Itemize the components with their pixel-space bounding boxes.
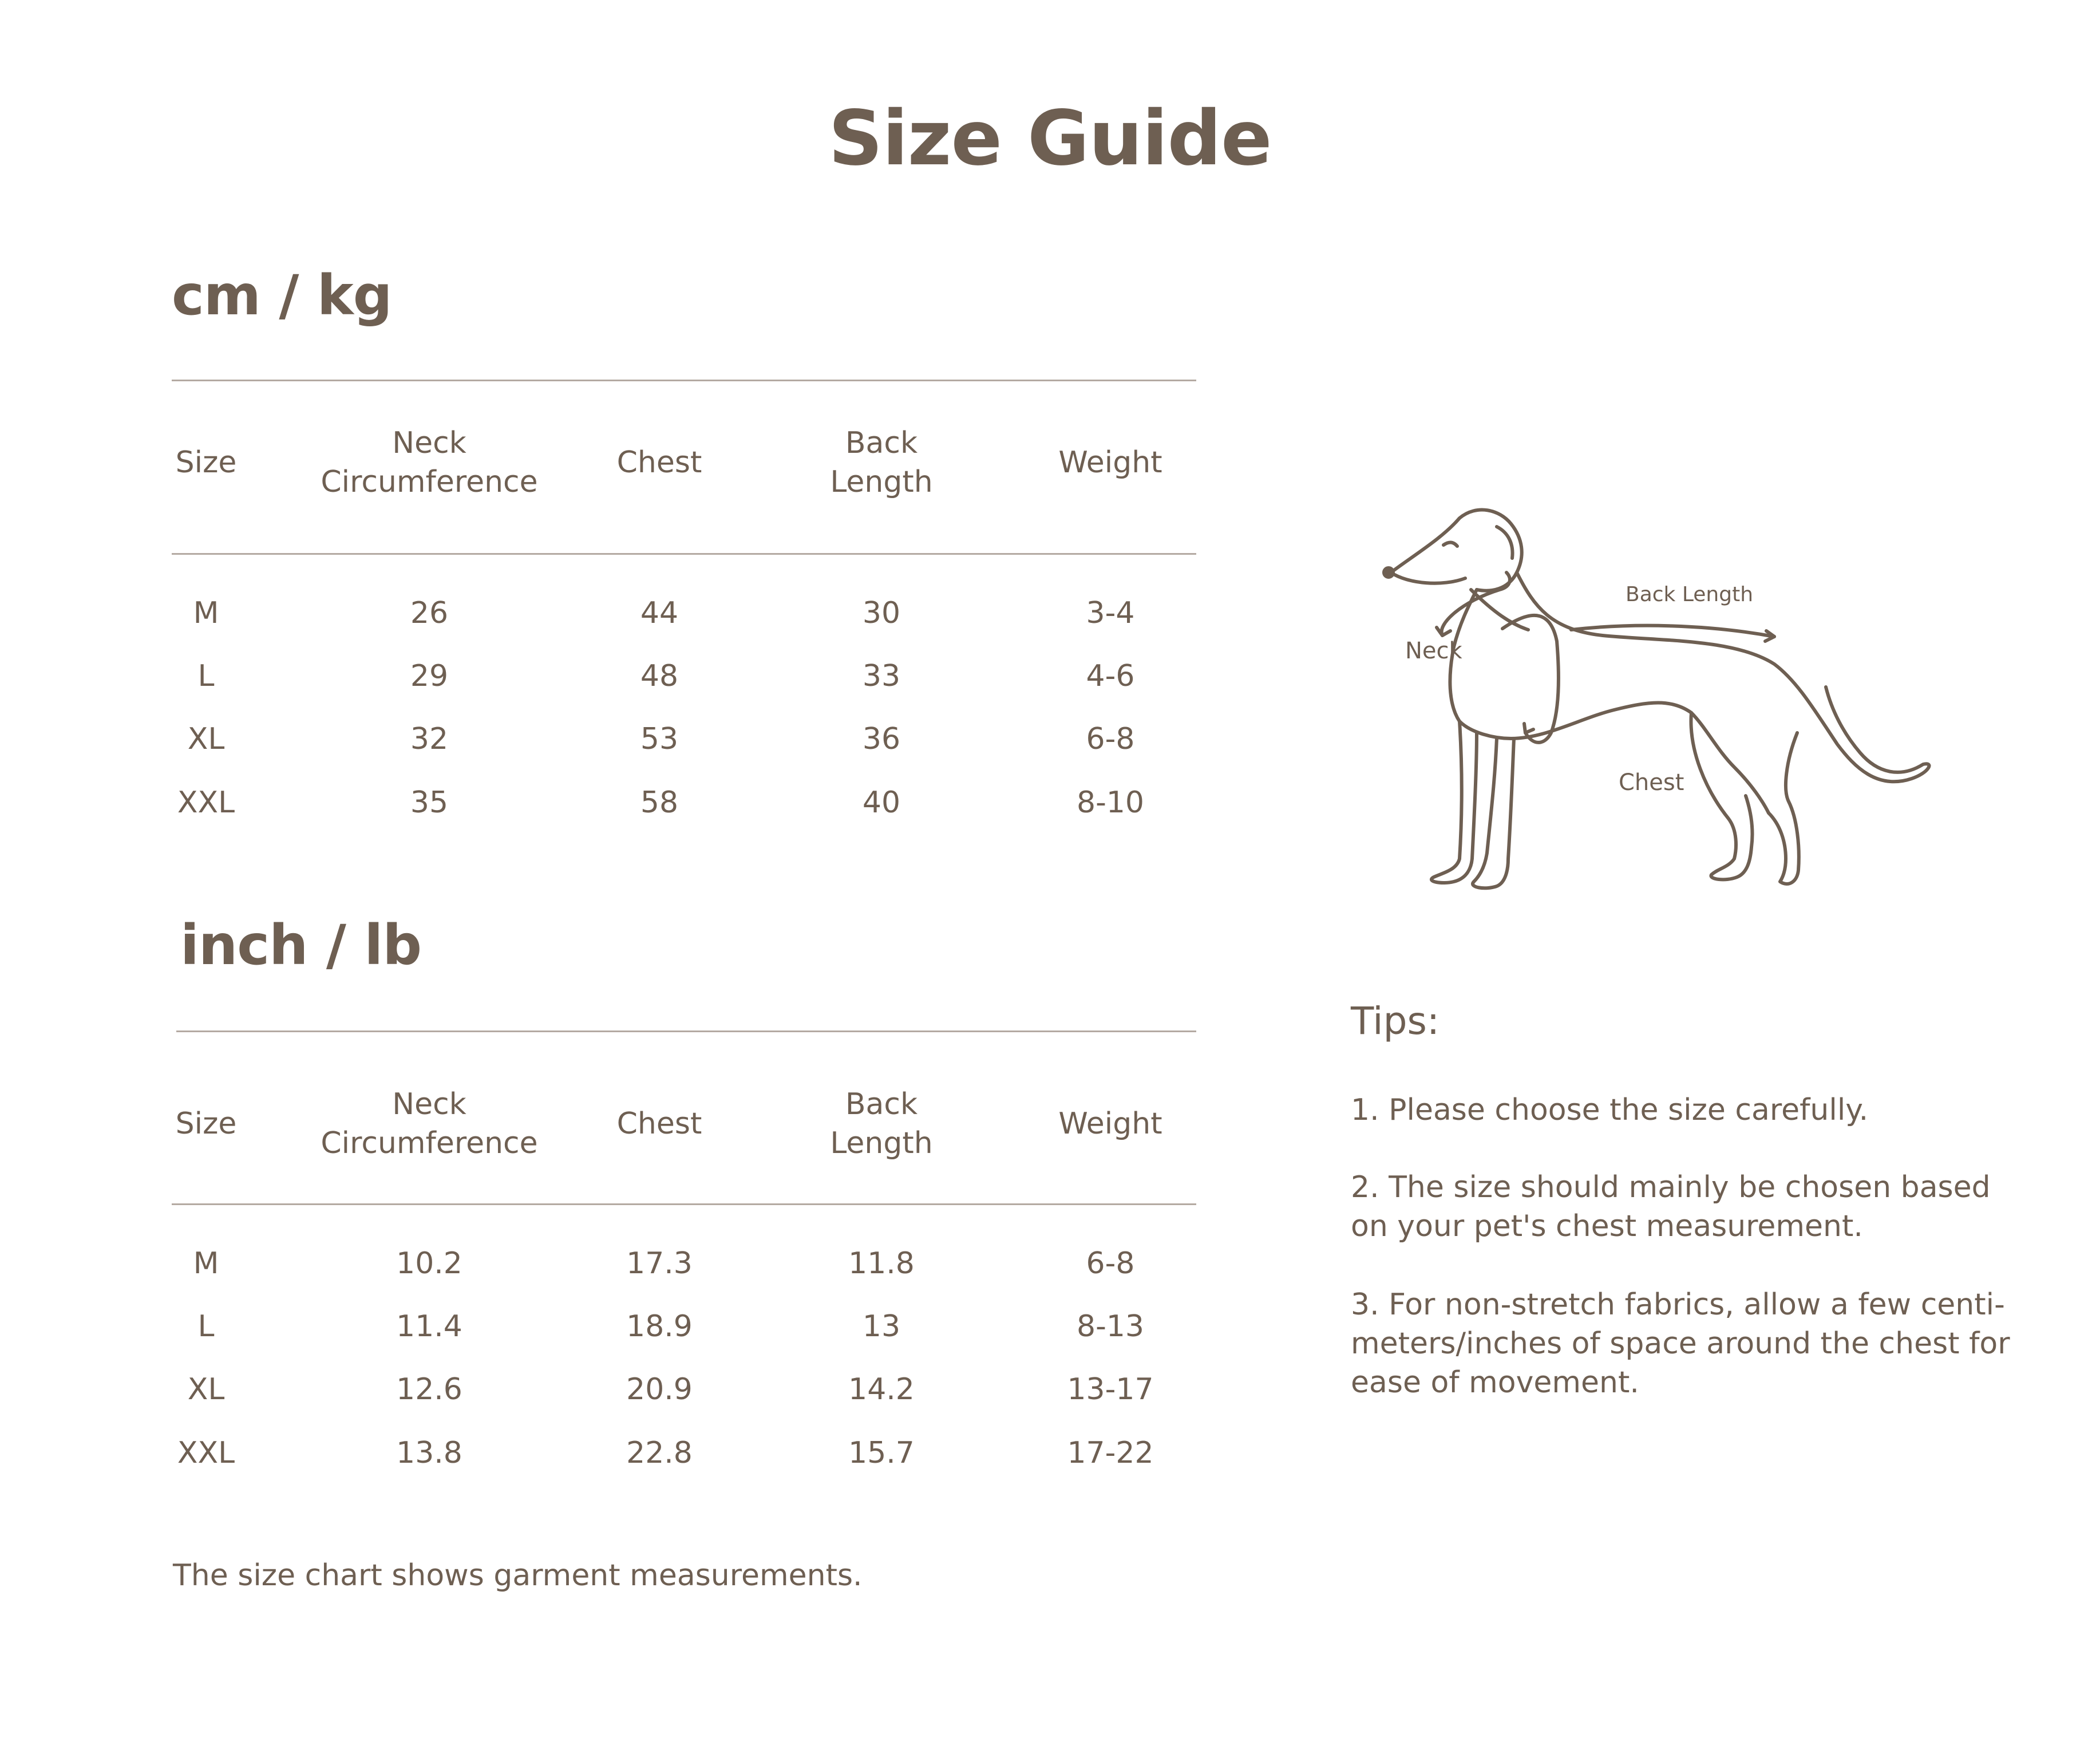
metric-column-header [830, 424, 932, 502]
imperial-column-header-line: Weight [1058, 1107, 1162, 1141]
dog-hind-leg-outline [1691, 713, 1752, 879]
imperial-header-bottom-rule [172, 1203, 1196, 1205]
metric-unit-heading: cm / kg [172, 263, 392, 327]
dog-nose-icon [1384, 568, 1393, 577]
metric-table-cell: 8-10 [1076, 785, 1145, 820]
metric-table-cell: XL [187, 722, 225, 756]
tip-line: 2. The size should mainly be chosen based [1351, 1170, 1991, 1205]
metric-table-cell: L [197, 659, 215, 693]
imperial-column-header [830, 1085, 932, 1163]
tip-line: meters/inches of space around the chest for [1351, 1326, 2010, 1361]
tip-line: 3. For non-stretch fabrics, allow a few centi- [1351, 1288, 2005, 1322]
dog-eye-icon [1443, 542, 1457, 546]
metric-column-header-line: Neck [392, 426, 466, 460]
imperial-table-cell: 15.7 [848, 1436, 915, 1470]
dog-belly-outline [1450, 647, 1769, 813]
metric-column-header [617, 443, 702, 482]
imperial-table-cell: 13 [862, 1309, 901, 1344]
diagram-label-chest: Chest [1619, 769, 1684, 796]
metric-table-cell: 36 [862, 722, 901, 756]
diagram-label-neck: Neck [1405, 638, 1462, 664]
tip-item [1351, 1091, 2026, 1130]
tip-line: 1. Please choose the size carefully. [1351, 1093, 1869, 1127]
imperial-table-cell: XXL [177, 1436, 235, 1470]
imperial-column-header [321, 1085, 537, 1163]
metric-column-header [176, 443, 237, 482]
imperial-table-cell: 11.8 [848, 1246, 915, 1281]
tip-item [1351, 1168, 2026, 1246]
imperial-column-header-line: Length [830, 1126, 933, 1160]
metric-table-cell: 53 [640, 722, 679, 756]
metric-table-cell: 48 [640, 659, 679, 693]
imperial-column-header [617, 1104, 702, 1143]
metric-table-cell: 29 [410, 659, 449, 693]
imperial-column-header [176, 1104, 237, 1143]
dog-ear-outline [1497, 527, 1513, 558]
metric-column-header-line: Length [830, 465, 933, 499]
imperial-header-top-rule [176, 1030, 1196, 1032]
metric-header-bottom-rule [172, 553, 1196, 555]
tip-line: on your pet's chest measurement. [1351, 1209, 1863, 1243]
metric-table-cell: 30 [862, 596, 901, 630]
metric-table-cell: XXL [177, 785, 235, 820]
metric-table-cell: 4-6 [1086, 659, 1135, 693]
metric-column-header [321, 424, 537, 502]
metric-table-cell: 26 [410, 596, 449, 630]
metric-table-cell: 40 [862, 785, 901, 820]
metric-column-header-line: Back [845, 426, 918, 460]
imperial-table-cell: M [193, 1246, 219, 1281]
imperial-table-cell: 11.4 [396, 1309, 462, 1344]
imperial-table-cell: 13-17 [1067, 1372, 1154, 1407]
imperial-column-header-line: Neck [392, 1087, 466, 1122]
imperial-table-cell: 12.6 [396, 1372, 462, 1407]
dog-front-leg-outline [1431, 721, 1477, 883]
metric-table-cell: M [193, 596, 219, 630]
imperial-table-cell: XL [187, 1372, 225, 1407]
imperial-table-cell: L [197, 1309, 215, 1344]
metric-table-cell: 33 [862, 659, 901, 693]
imperial-table-cell: 18.9 [626, 1309, 693, 1344]
diagram-label-back-length: Back Length [1626, 583, 1754, 606]
metric-column-header-line: Size [175, 445, 237, 480]
tip-item [1351, 1285, 2026, 1402]
imperial-table-cell: 13.8 [396, 1436, 462, 1470]
metric-table-cell: 32 [410, 722, 449, 756]
imperial-table-cell: 20.9 [626, 1372, 693, 1407]
metric-table-cell: 3-4 [1086, 596, 1135, 630]
imperial-table-cell: 22.8 [626, 1436, 693, 1470]
metric-table-cell: 6-8 [1086, 722, 1135, 756]
metric-column-header-line: Chest [616, 445, 702, 480]
imperial-table-cell: 10.2 [396, 1246, 462, 1281]
tips-title: Tips: [1351, 999, 1440, 1043]
metric-column-header [1058, 443, 1162, 482]
tip-line: ease of movement. [1351, 1365, 1639, 1400]
imperial-table-cell: 8-13 [1076, 1309, 1145, 1344]
imperial-column-header-line: Circumference [321, 1126, 538, 1160]
imperial-column-header-line: Size [175, 1107, 237, 1141]
dog-outline-illustration [1362, 492, 1935, 927]
chest-measure-arrow [1502, 615, 1559, 743]
metric-table-cell: 58 [640, 785, 679, 820]
metric-table-cell: 44 [640, 596, 679, 630]
imperial-column-header-line: Chest [616, 1107, 702, 1141]
imperial-table-cell: 17-22 [1067, 1436, 1154, 1470]
metric-header-top-rule [172, 380, 1196, 381]
imperial-table-cell: 14.2 [848, 1372, 915, 1407]
page-title: Size Guide [828, 94, 1272, 183]
metric-column-header-line: Circumference [321, 465, 538, 499]
imperial-table-cell: 17.3 [626, 1246, 693, 1281]
imperial-table-cell: 6-8 [1086, 1246, 1135, 1281]
metric-table-cell: 35 [410, 785, 449, 820]
metric-column-header-line: Weight [1058, 445, 1162, 480]
imperial-column-header [1058, 1104, 1162, 1143]
footnote: The size chart shows garment measurements. [173, 1558, 863, 1593]
imperial-column-header-line: Back [845, 1087, 918, 1122]
imperial-unit-heading: inch / lb [180, 913, 422, 977]
